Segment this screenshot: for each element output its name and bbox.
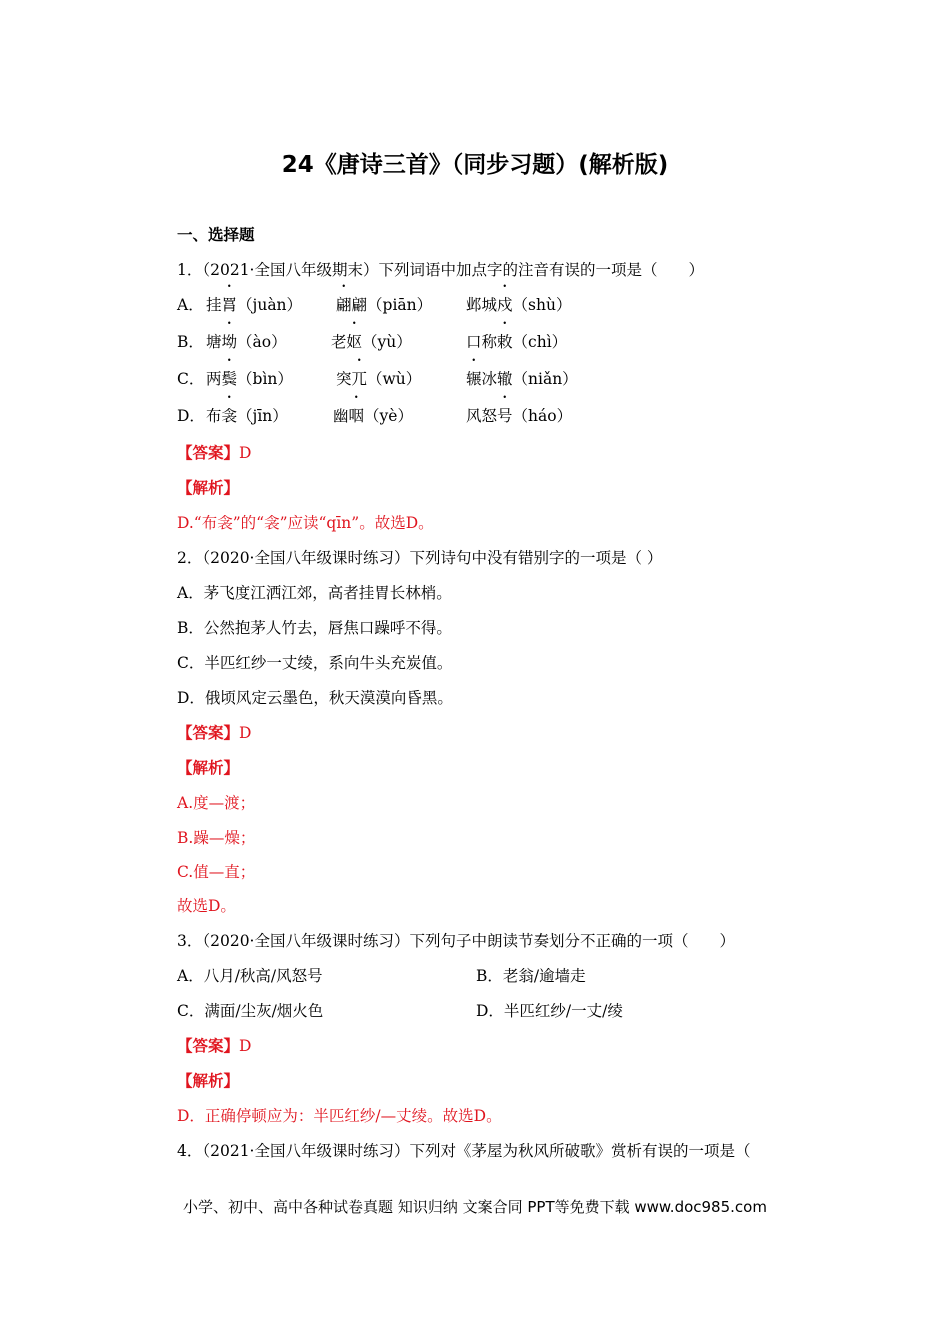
analysis-text: D．正确停顿应为：半匹红纱/—丈绫。故选D。 — [177, 1107, 502, 1125]
option-c-word-3: 辗冰辙（niǎn） — [466, 370, 578, 388]
question-4-stem: 4．（2021·全国八年级课时练习）下列对《茅屋为秋风所破歌》赏析有误的一项是（ — [177, 1142, 751, 1160]
analysis-heading: 【解析】 — [177, 759, 240, 777]
option-a-word-3: 邺城戍（shù） — [466, 296, 572, 314]
option-d-word-2: 幽咽（yè） — [333, 407, 413, 425]
section-heading: 一、选择题 — [177, 226, 255, 244]
option-b-word-1: 塘坳（ào） — [206, 333, 287, 351]
option-c: C．满面/尘灰/烟火色 — [177, 1002, 324, 1020]
option-label: B． — [177, 333, 204, 351]
option-a-word-2: 翩翩（piān） — [336, 296, 433, 314]
analysis-text: C.值—直； — [177, 863, 256, 881]
analysis-text: D.“布衾”的“衾”应读“qīn”。故选D。 — [177, 514, 434, 532]
question-1-stem: 1．（2021·全国八年级期末）下列词语中加点字的注音有误的一项是（ ） — [177, 261, 704, 279]
analysis-heading: 【解析】 — [177, 479, 240, 497]
answer-line: 【答案】D — [177, 1037, 252, 1055]
answer-line: 【答案】D — [177, 444, 252, 462]
option-b: B．公然抱茅人竹去，唇焦口躁呼不得。 — [177, 619, 452, 637]
option-label: C． — [177, 370, 205, 388]
analysis-text: 故选D。 — [177, 897, 236, 915]
analysis-text: B.躁—燥； — [177, 829, 256, 847]
option-c: C．半匹红纱一丈绫，系向牛头充炭值。 — [177, 654, 453, 672]
question-2-stem: 2．（2020·全国八年级课时练习）下列诗句中没有错别字的一项是（ ） — [177, 549, 663, 567]
footer-banner: 小学、初中、高中各种试卷真题 知识归纳 文案合同 PPT等免费下载 www.doc985.com — [183, 1198, 767, 1216]
page-title: 24《唐诗三首》（同步习题）(解析版) — [281, 152, 669, 178]
answer-line: 【答案】D — [177, 724, 252, 742]
option-label: A． — [177, 296, 204, 314]
option-d: D．俄顷风定云墨色，秋天漠漠向昏黑。 — [177, 689, 453, 707]
option-a: A．八月/秋高/风怒号 — [177, 967, 323, 985]
option-d-word-1: 布衾（jīn） — [206, 407, 288, 425]
option-c-word-2: 突兀（wù） — [336, 370, 422, 388]
question-3-stem: 3．（2020·全国八年级课时练习）下列句子中朗读节奏划分不正确的一项（ ） — [177, 932, 735, 950]
analysis-heading: 【解析】 — [177, 1072, 240, 1090]
option-d-word-3: 风怒号（háo） — [466, 407, 573, 425]
option-a: A．茅飞度江洒江郊，高者挂胃长林梢。 — [177, 584, 452, 602]
option-a-word-1: 挂罥（juàn） — [206, 296, 303, 314]
option-b: B．老翁/逾墙走 — [476, 967, 586, 985]
option-label: D． — [177, 407, 205, 425]
option-b-word-2: 老妪（yù） — [331, 333, 412, 351]
option-d: D．半匹红纱/一丈/绫 — [476, 1002, 623, 1020]
option-c-word-1: 两鬓（bìn） — [206, 370, 293, 388]
option-b-word-3: 口称敕（chì） — [466, 333, 568, 351]
analysis-text: A.度—渡； — [177, 794, 256, 812]
